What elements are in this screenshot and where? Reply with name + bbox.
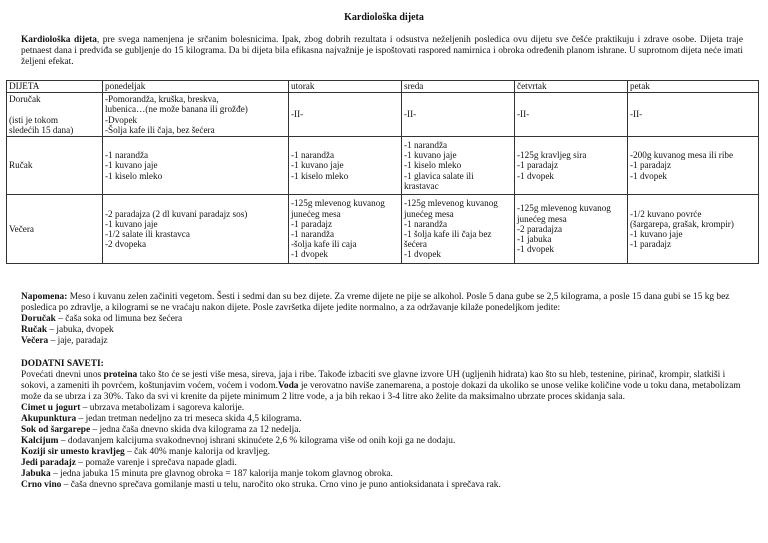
tip-label: Koziji sir umesto kravljeg bbox=[21, 447, 125, 457]
food-item: -1 kuvano jaje bbox=[105, 218, 158, 229]
food-item: -Dvopek bbox=[105, 114, 138, 125]
header-cell: petak bbox=[628, 81, 759, 93]
food-item: -200g kuvanog mesa ili ribe bbox=[630, 150, 734, 161]
tip-label: Kalcijum bbox=[21, 436, 59, 446]
tip-text: – pomaže varenje i sprečava napade gladi. bbox=[75, 458, 237, 468]
meal-plan-cell bbox=[402, 93, 515, 137]
food-item: -125g mlevenog kuvanog bbox=[404, 198, 498, 209]
meal-plan-cell bbox=[103, 137, 289, 195]
note-item bbox=[21, 336, 743, 347]
tip-text: – ubrzava metabolizam i sagoreva kalorije. bbox=[80, 403, 245, 413]
note-item-text: – jabuka, dvopek bbox=[47, 325, 114, 335]
tips-text: Povećati dnevni unos bbox=[21, 370, 104, 380]
food-item: -1 narandža bbox=[404, 139, 448, 150]
meal-plan-cell bbox=[515, 137, 628, 195]
meal-cell bbox=[7, 137, 103, 195]
meal-cell bbox=[7, 195, 103, 264]
food-item: -125g mlevenog kuvanog bbox=[291, 198, 385, 209]
meal-label-line: Ručak bbox=[9, 160, 33, 171]
food-item: -1 narandža bbox=[404, 218, 448, 229]
header-cell: četvrtak bbox=[515, 81, 628, 93]
food-item: -1 kuvano jaje bbox=[404, 150, 457, 161]
food-item: -1 kiselo mleko bbox=[291, 170, 349, 181]
meal-cell bbox=[7, 93, 103, 137]
tips-text: tako što će se jesti više mesa, sireva, jaja i ribe. Takođe izbaciti sve glavne izvore UH (ugljenih hidrata) kao što su hleb, testenine, pirinač, krompir, slatkiši i sokovi, a zameniti ih povrćem, koštunjavim voćem, voćem i vodom. bbox=[21, 370, 726, 391]
food-item: -1 paradajz bbox=[291, 218, 333, 229]
note-item-text: – čaša soka od limuna bez šećera bbox=[55, 314, 183, 324]
meal-plan-cell bbox=[103, 93, 289, 137]
tip-text: – čak 40% manje kalorija od kravljeg. bbox=[124, 447, 270, 457]
food-item: -1 kuvano jaje bbox=[105, 160, 158, 171]
food-item: junećeg mesa bbox=[404, 208, 454, 219]
meal-label-line: Večera bbox=[9, 223, 34, 234]
food-item: -II- bbox=[404, 109, 417, 120]
tip-item bbox=[21, 480, 743, 491]
meal-plan-cell bbox=[289, 195, 402, 264]
food-item: -II- bbox=[517, 109, 530, 120]
note-item-label: Večera bbox=[21, 336, 49, 346]
intro-paragraph bbox=[21, 35, 743, 68]
food-item: šećera bbox=[404, 239, 427, 250]
meal-plan-cell bbox=[289, 137, 402, 195]
food-item: -125g kravljeg sira bbox=[517, 150, 587, 161]
food-item: -2 paradajza (2 dl kuvani paradajz sos) bbox=[105, 208, 248, 219]
food-item: -2 paradajza bbox=[517, 223, 563, 234]
note-item-label: Doručak bbox=[21, 314, 56, 324]
meal-label-line bbox=[9, 104, 100, 114]
tip-text: – jedna čaša dnevno skida dva kilograma za 12 nedelja. bbox=[90, 425, 301, 435]
food-item: junećeg mesa bbox=[517, 213, 567, 224]
tips-emphasis: proteina bbox=[103, 370, 138, 380]
meal-plan-cell bbox=[515, 93, 628, 137]
tip-item bbox=[21, 403, 743, 414]
note-section bbox=[21, 292, 743, 347]
table-row bbox=[7, 137, 759, 195]
food-item: (šargarepa, grašak, krompir) bbox=[630, 218, 734, 229]
header-cell: DIJETA bbox=[7, 81, 103, 93]
food-item: -1 narandža bbox=[291, 229, 335, 239]
food-item: -Šolja kafe ili čaja, bez šećera bbox=[105, 124, 215, 135]
food-item: -1 paradajz bbox=[630, 239, 672, 250]
note-item-label: Ručak bbox=[21, 325, 48, 335]
note-item-text: – jaje, paradajz bbox=[48, 336, 108, 346]
tip-item bbox=[21, 458, 743, 469]
meal-plan-cell bbox=[103, 195, 289, 264]
tip-item bbox=[21, 436, 743, 447]
tip-text: – jedan tretman nedeljno za tri meseca skida 4,5 kilograma. bbox=[76, 414, 302, 424]
tip-label: Sok od šargarepe bbox=[21, 425, 91, 435]
meal-plan-cell bbox=[402, 137, 515, 195]
meal-plan-cell bbox=[289, 93, 402, 137]
tip-item bbox=[21, 469, 743, 480]
tip-label: Jedi paradajz bbox=[21, 458, 76, 468]
tip-item bbox=[21, 414, 743, 425]
food-item: -1 dvopek bbox=[291, 249, 328, 260]
table-row bbox=[7, 93, 759, 137]
food-item: -1 dvopek bbox=[404, 249, 441, 260]
food-item: junećeg mesa bbox=[291, 208, 341, 219]
header-cell: utorak bbox=[289, 81, 402, 93]
meal-label-line: Doručak bbox=[9, 94, 41, 105]
food-item: -1 kiselo mleko bbox=[105, 170, 163, 181]
food-item: -1 kuvano jaje bbox=[291, 160, 344, 171]
header-cell: ponedeljak bbox=[103, 81, 289, 93]
tips-heading: DODATNI SAVETI: bbox=[21, 359, 104, 369]
tip-item bbox=[21, 425, 743, 436]
meal-plan-cell bbox=[402, 195, 515, 264]
food-item: -šolja kafe ili caja bbox=[291, 239, 357, 250]
food-item: -1 paradajz bbox=[630, 160, 672, 171]
tips-section bbox=[21, 359, 743, 491]
food-item: -1 paradajz bbox=[517, 160, 559, 171]
table-header-row bbox=[7, 81, 759, 93]
meal-label-line: sledećih 15 dana) bbox=[9, 124, 74, 135]
tip-label: Jabuka bbox=[21, 469, 51, 479]
note-text: Meso i kuvanu zelen začiniti vegetom. Šesti i sedmi dan su bez dijete. Za vreme dijete ne pije se alkohol. Posle 5 dana gube se 2,5 kilograma, a posle 15 dana gubi se 15 kg bez posledica po zdravlje, a kilogrami se ne vraćaju nakon dijete. Posle završetka dijete jedite normalno, a za održavanje kilaže ponedeljkom jedite: bbox=[21, 292, 730, 313]
tip-text: – jedna jabuka 15 minuta pre glavnog obroka = 187 kalorija manje tokom glavnog obroka. bbox=[50, 469, 393, 479]
tip-text: – čaša dnevno sprečava gomilanje masti u telu, naročito oko struka. Crno vino je puno antioksidanata i sprečava rak. bbox=[61, 480, 501, 490]
food-item: -2 dvopeka bbox=[105, 239, 147, 250]
food-item: -1/2 kuvano povrće bbox=[630, 208, 702, 219]
food-item: -1 dvopek bbox=[517, 244, 554, 255]
meal-plan-cell bbox=[628, 195, 759, 264]
intro-lead: Kardiološka dijeta bbox=[21, 35, 97, 45]
food-item: -1 kuvano jaje bbox=[630, 229, 683, 239]
tip-text: – dodavanjem kalcijuma svakodnevnoj ishrani skinućete 2,6 % kilograma više od onih koji ga ne dodaju. bbox=[58, 436, 456, 446]
tip-label: Akupunktura bbox=[21, 414, 77, 424]
tip-label: Crno vino bbox=[21, 480, 62, 490]
food-item: -1 narandža bbox=[105, 150, 149, 161]
tips-text: je verovatno naviše zanemarena, a postoje dokazi da ukoliko se unose velike količine vode u toku dana, metabolizam može da se ubrza i za 30%. Tako da svi vi krenite da pijete minimum 2 litre vode, a ja bih rekao i 3-4 litre ako želite da maksimalno ubrzate proces skidanja sala. bbox=[21, 381, 741, 402]
food-item: -1/2 salate ili krastavca bbox=[105, 229, 190, 239]
food-item: -1 glavica salate ili bbox=[404, 170, 474, 181]
note-paragraph bbox=[21, 292, 743, 314]
food-item: -1 narandža bbox=[291, 150, 335, 161]
table-row bbox=[7, 195, 759, 264]
tip-label: Cimet u jogurt bbox=[21, 403, 81, 413]
food-item: krastavac bbox=[404, 180, 439, 191]
meal-plan-cell bbox=[515, 195, 628, 264]
header-cell: sreda bbox=[402, 81, 515, 93]
tip-item bbox=[21, 447, 743, 458]
note-label: Napomena: bbox=[21, 292, 68, 302]
diet-table bbox=[6, 80, 759, 264]
food-item: -1 šolja kafe ili čaja bez bbox=[404, 229, 492, 239]
meal-label-line: (isti je tokom bbox=[9, 114, 58, 125]
food-item: -II- bbox=[630, 109, 643, 120]
food-item: -1 jabuka bbox=[517, 234, 552, 245]
food-item: -1 dvopek bbox=[517, 170, 554, 181]
food-item: -Pomorandža, kruška, breskva, bbox=[105, 94, 219, 105]
tips-emphasis: Voda bbox=[277, 381, 299, 391]
page-title: Kardiološka dijeta bbox=[344, 12, 424, 23]
note-item bbox=[21, 314, 743, 325]
food-item: -125g mlevenog kuvanog bbox=[517, 203, 611, 214]
food-item: lubenica…(ne može banana ili grožđe) bbox=[105, 104, 248, 115]
food-item: -1 kiselo mleko bbox=[404, 160, 462, 171]
intro-text: , pre svega namenjena je srčanim bolesnicima. Ipak, zbog dobrih rezultata i odsustva neželjenih posledica ovu dijetu sve češće praktikuju i zdrave osobe. Dijeta traje petnaest dana i predviđa se gubljenje do 15 kilograma. Da bi dijeta bila efikasna najvažnije je ispoštovati raspored namirnica i obroka određenih planom ishrane. U suprotnom dijeta neće imati željeni efekat. bbox=[21, 35, 743, 67]
food-item: -II- bbox=[291, 109, 304, 120]
note-item bbox=[21, 325, 743, 336]
tips-paragraph bbox=[21, 370, 743, 403]
meal-plan-cell bbox=[628, 93, 759, 137]
meal-plan-cell bbox=[628, 137, 759, 195]
food-item: -1 dvopek bbox=[630, 170, 667, 181]
